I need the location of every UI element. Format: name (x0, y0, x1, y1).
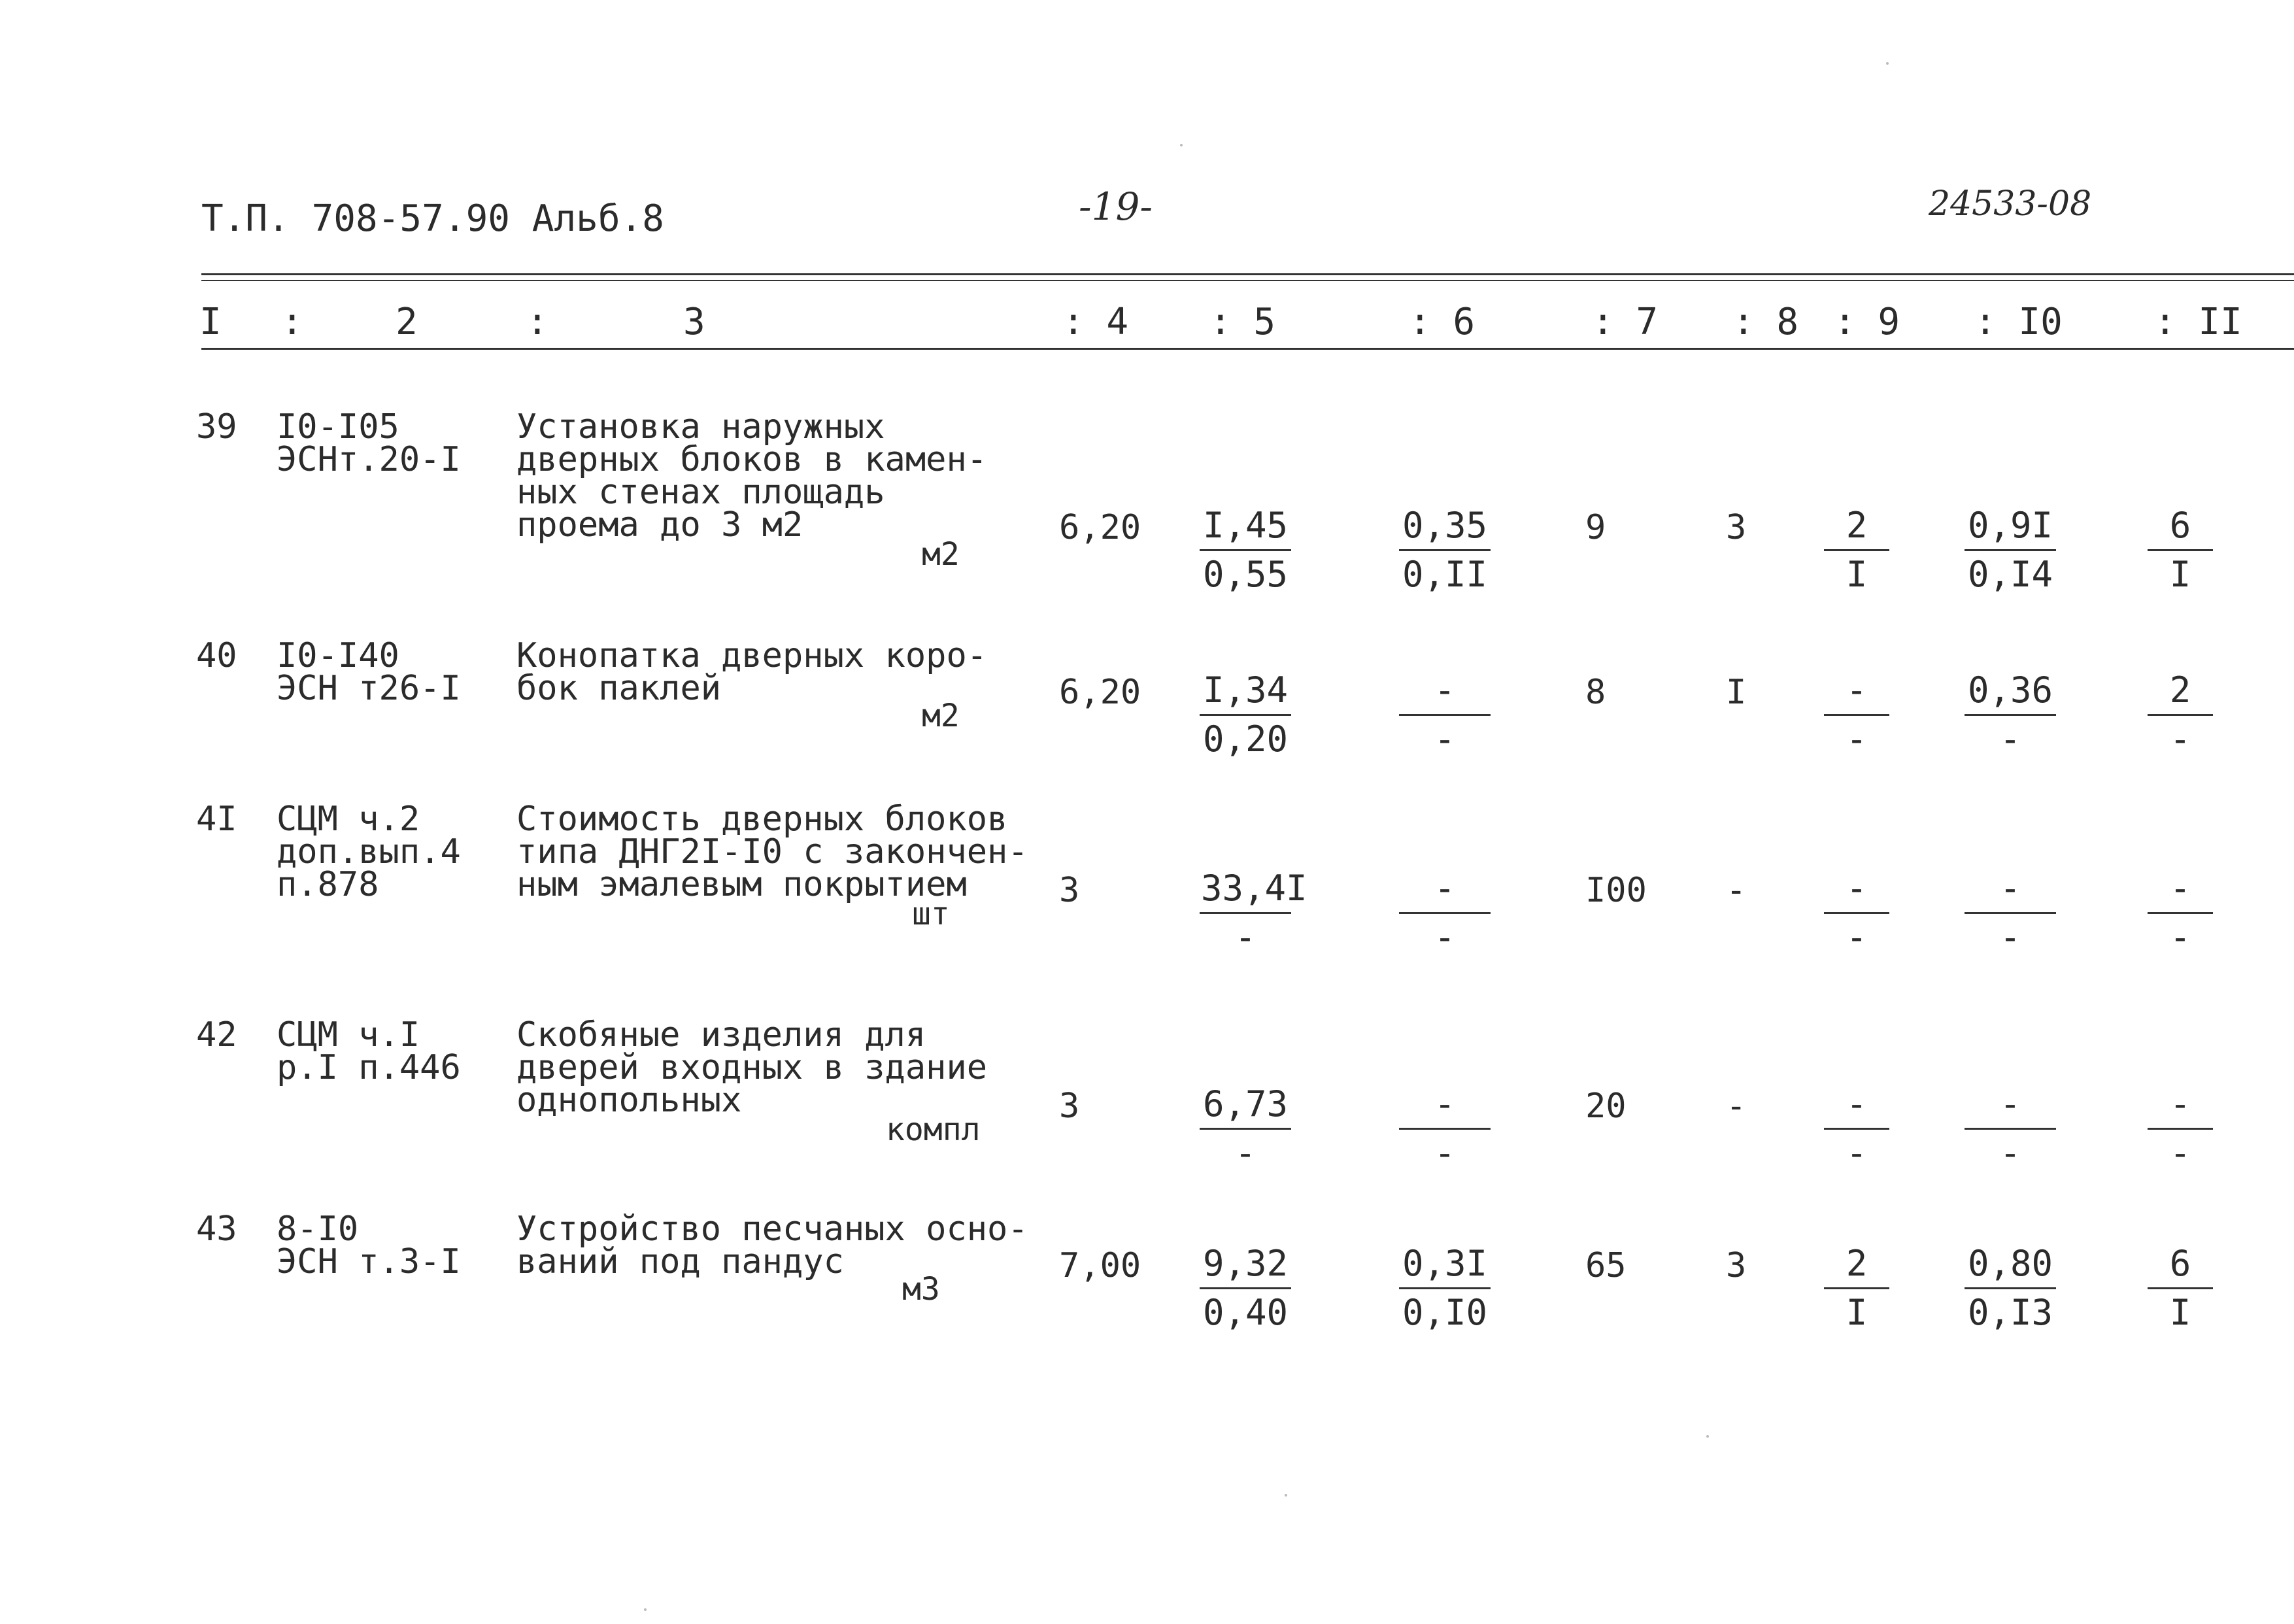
quantity-cell: 6,20 (1059, 673, 1141, 712)
col9-fraction-numerator: - (1824, 865, 1889, 914)
unit-cost-fraction-numerator: I,45 (1200, 502, 1291, 551)
col10-fraction-numerator: 0,9I (1965, 502, 2056, 551)
col11-fraction-denominator: - (2169, 917, 2191, 958)
col11-fraction-numerator: 6 (2148, 502, 2213, 551)
norm-code-line: СЦМ ч.I (277, 1015, 420, 1055)
labor-cell: - (1726, 1087, 1747, 1126)
row-number: 42 (196, 1015, 237, 1055)
description-line: Скобяные изделия для (516, 1015, 926, 1055)
norm-code-line: п.878 (277, 865, 379, 904)
row-number: 4I (196, 800, 237, 839)
column-header-7: : 5 (1209, 301, 1276, 343)
column-header-9: : 7 (1592, 301, 1659, 343)
col10-fraction-numerator: - (1965, 865, 2056, 914)
unit-cost-fraction (1200, 1240, 1291, 1336)
col9-fraction-denominator: - (1846, 917, 1868, 958)
col9-fraction (1824, 667, 1889, 763)
description-line: Установка наружных (516, 407, 885, 447)
col9-fraction-numerator: - (1824, 1081, 1889, 1130)
column-header-5: 3 (683, 301, 705, 343)
machine-cost-fraction-denominator: - (1434, 719, 1456, 760)
col9-fraction-denominator: - (1846, 719, 1868, 760)
col11-fraction-numerator: 2 (2148, 667, 2213, 716)
norm-code-line: I0-I05 (277, 407, 399, 447)
labor-cell: 3 (1726, 508, 1747, 547)
col9-fraction (1824, 1240, 1889, 1336)
col11-fraction-denominator: I (2169, 1292, 2191, 1333)
page-number: -19- (1079, 184, 1153, 229)
description-line: ных стенах площадь (516, 473, 885, 512)
quantity-cell: 3 (1059, 871, 1080, 910)
scan-speck (644, 1608, 647, 1611)
unit-cost-fraction-denominator: 0,55 (1202, 554, 1289, 595)
norm-code-line: ЭСН т26-I (277, 669, 461, 708)
col9-fraction-denominator: I (1846, 554, 1868, 595)
unit-cost-fraction-numerator: 6,73 (1200, 1081, 1291, 1130)
col9-fraction-denominator: I (1846, 1292, 1868, 1333)
unit-cost-fraction-denominator: 0,40 (1202, 1292, 1289, 1333)
unit-of-measure: м2 (922, 698, 960, 734)
machine-cost-fraction-numerator: 0,3I (1399, 1240, 1491, 1289)
labor-cell: - (1726, 871, 1747, 910)
column-header-11: : 9 (1834, 301, 1900, 343)
description-line: ваний под пандус (516, 1242, 844, 1281)
description-line: дверей входных в здание (516, 1048, 988, 1087)
col11-fraction-numerator: - (2148, 1081, 2213, 1130)
total-cost-cell: 8 (1585, 673, 1606, 712)
col10-fraction-denominator: 0,I4 (1967, 554, 2053, 595)
col10-fraction (1965, 502, 2056, 598)
row-number: 39 (196, 407, 237, 447)
machine-cost-fraction-numerator: - (1399, 865, 1491, 914)
norm-code-line: ЭСН т.3-I (277, 1242, 461, 1281)
col11-fraction (2148, 1240, 2213, 1336)
col10-fraction-denominator: - (1999, 917, 2021, 958)
row-number: 40 (196, 636, 237, 675)
description-line: Стоимость дверных блоков (516, 800, 1008, 839)
unit-of-measure: м2 (922, 536, 960, 573)
description-line: однопольных (516, 1081, 742, 1120)
quantity-cell: 3 (1059, 1087, 1080, 1126)
col11-fraction-denominator: - (2169, 719, 2191, 760)
col10-fraction-denominator: 0,I3 (1967, 1292, 2053, 1333)
description-line: типа ДНГ2I-I0 с закончен- (516, 832, 1028, 871)
machine-cost-fraction (1399, 1081, 1491, 1177)
description-line: Конопатка дверных коро- (516, 636, 988, 675)
labor-cell: 3 (1726, 1246, 1747, 1285)
col9-fraction-denominator: - (1846, 1132, 1868, 1174)
col9-fraction (1824, 865, 1889, 961)
total-cost-cell: 20 (1585, 1087, 1627, 1126)
column-header-6: : 4 (1062, 301, 1129, 343)
unit-cost-fraction-denominator: - (1234, 1132, 1257, 1174)
column-header-13: : II (2154, 301, 2242, 343)
column-header-2: : (281, 301, 303, 343)
machine-cost-fraction-numerator: - (1399, 1081, 1491, 1130)
column-header-3: 2 (396, 301, 418, 343)
machine-cost-fraction-numerator: - (1399, 667, 1491, 716)
norm-code-line: I0-I40 (277, 636, 399, 675)
quantity-cell: 6,20 (1059, 508, 1141, 547)
col11-fraction (2148, 667, 2213, 763)
unit-cost-fraction-numerator: 33,4I (1200, 865, 1291, 914)
col9-fraction-numerator: 2 (1824, 502, 1889, 551)
total-cost-cell: I00 (1585, 871, 1647, 910)
machine-cost-fraction (1399, 865, 1491, 961)
machine-cost-fraction (1399, 1240, 1491, 1336)
column-header-10: : 8 (1732, 301, 1799, 343)
col10-fraction (1965, 1240, 2056, 1336)
col11-fraction (2148, 1081, 2213, 1177)
col10-fraction-numerator: 0,36 (1965, 667, 2056, 716)
unit-cost-fraction (1200, 1081, 1291, 1177)
machine-cost-fraction (1399, 502, 1491, 598)
col10-fraction (1965, 1081, 2056, 1177)
col10-fraction-numerator: 0,80 (1965, 1240, 2056, 1289)
unit-cost-fraction-denominator: 0,20 (1202, 719, 1289, 760)
description-line: дверных блоков в камен- (516, 440, 988, 479)
unit-cost-fraction-numerator: I,34 (1200, 667, 1291, 716)
machine-cost-fraction-denominator: 0,I0 (1402, 1292, 1488, 1333)
norm-code-line: р.I п.446 (277, 1048, 461, 1087)
col9-fraction (1824, 502, 1889, 598)
scan-speck (1180, 144, 1183, 146)
machine-cost-fraction-numerator: 0,35 (1399, 502, 1491, 551)
col11-fraction-denominator: - (2169, 1132, 2191, 1174)
norm-code-line: СЦМ ч.2 (277, 800, 420, 839)
machine-cost-fraction-denominator: 0,II (1402, 554, 1488, 595)
machine-cost-fraction (1399, 667, 1491, 763)
column-header-rule (201, 348, 2294, 350)
unit-cost-fraction (1200, 502, 1291, 598)
col11-fraction (2148, 502, 2213, 598)
col11-fraction-denominator: I (2169, 554, 2191, 595)
col9-fraction-numerator: 2 (1824, 1240, 1889, 1289)
header-rule (201, 273, 2294, 275)
unit-cost-fraction-denominator: - (1234, 917, 1257, 958)
document-stamp-number: 24533-08 (1929, 184, 2092, 224)
col10-fraction (1965, 667, 2056, 763)
total-cost-cell: 65 (1585, 1246, 1627, 1285)
machine-cost-fraction-denominator: - (1434, 1132, 1456, 1174)
description-line: ным эмалевым покрытием (516, 865, 967, 904)
norm-code-line: 8-I0 (277, 1210, 359, 1249)
unit-of-measure: компл (886, 1111, 981, 1148)
labor-cell: I (1726, 673, 1747, 712)
col11-fraction-numerator: 6 (2148, 1240, 2213, 1289)
col9-fraction-numerator: - (1824, 667, 1889, 716)
scan-speck (1285, 1494, 1287, 1497)
norm-code-line: ЭСНт.20-I (277, 440, 461, 479)
col11-fraction-numerator: - (2148, 865, 2213, 914)
unit-of-measure: м3 (902, 1271, 940, 1308)
col10-fraction (1965, 865, 2056, 961)
quantity-cell: 7,00 (1059, 1246, 1141, 1285)
document-reference: Т.П. 708-57.90 Альб.8 (201, 197, 665, 240)
description-line: бок паклей (516, 669, 722, 708)
description-line: Устройство песчаных осно- (516, 1210, 1028, 1249)
column-header-8: : 6 (1409, 301, 1476, 343)
col10-fraction-denominator: - (1999, 719, 2021, 760)
col10-fraction-denominator: - (1999, 1132, 2021, 1174)
unit-cost-fraction (1200, 667, 1291, 763)
header-rule-thin (201, 280, 2294, 281)
description-line: проема до 3 м2 (516, 505, 803, 545)
col9-fraction (1824, 1081, 1889, 1177)
scan-speck (1706, 1435, 1709, 1438)
column-header-4: : (526, 301, 548, 343)
column-header-1: I (199, 301, 222, 343)
unit-of-measure: шт (912, 896, 950, 932)
row-number: 43 (196, 1210, 237, 1249)
scan-speck (1886, 62, 1889, 65)
column-header-12: : I0 (1974, 301, 2063, 343)
unit-cost-fraction (1200, 865, 1307, 961)
col10-fraction-numerator: - (1965, 1081, 2056, 1130)
norm-code-line: доп.вып.4 (277, 832, 461, 871)
machine-cost-fraction-denominator: - (1434, 917, 1456, 958)
total-cost-cell: 9 (1585, 508, 1606, 547)
col11-fraction (2148, 865, 2213, 961)
unit-cost-fraction-numerator: 9,32 (1200, 1240, 1291, 1289)
